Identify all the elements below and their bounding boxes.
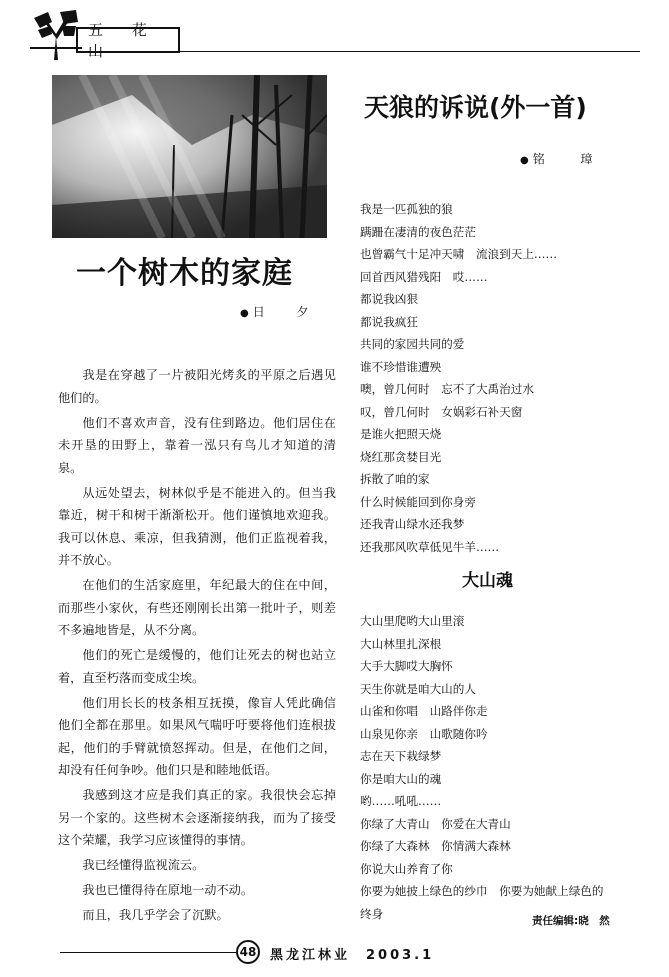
poem-line: 志在天下栽绿梦	[360, 749, 442, 763]
poem-line: 天生你就是咱大山的人	[360, 681, 476, 696]
poem-line: 都说我凶狠	[360, 292, 418, 306]
poem-line: 山泉见你亲 山歌随你吟	[360, 726, 488, 741]
poem-line: 山雀和你唱 山路伴你走	[360, 704, 488, 718]
footer-rule	[60, 952, 236, 953]
poem-line: 你说大山养育了你	[360, 861, 453, 876]
poem-line: 噢，曾几何时 忘不了大禹治过水	[360, 382, 534, 396]
poem-author: ● 铭 璋	[520, 152, 609, 166]
poem-line: 什么时候能回到你身旁	[360, 494, 476, 509]
article-body	[58, 364, 336, 929]
poem-line: 蹒跚在凄清的夜色茫茫	[360, 224, 476, 239]
article-title: 一个树木的家庭	[76, 256, 293, 291]
poem-line: 你要为她披上绿色的纱巾 你要为她献上绿色的	[360, 884, 604, 898]
poem-line: 拆散了咱的家	[360, 472, 430, 486]
poem-line: 谁不珍惜谁遭殃	[360, 359, 442, 374]
tree-silhouette-icon	[30, 8, 82, 60]
poem-line: 大山里爬哟大山里滚	[360, 614, 465, 628]
poem-line: 你是咱大山的魂	[360, 771, 442, 786]
article-paragraph: 我是在穿越了一片被阳光烤炙的平原之后遇见他们的。	[58, 368, 336, 405]
poem-line: 大山林里扎深根	[360, 636, 442, 651]
poem-line: 都说我疯狂	[360, 314, 418, 329]
poem2-title: 大山魂	[462, 571, 513, 591]
article-paragraph: 我感到这才应是我们真正的家。我很快会忘掉另一个家的。这些树木会逐渐接纳我，而为了接受这个荣耀，我学习应该懂得的事情。	[58, 788, 336, 847]
publication-footer: 黑龙江林业 2003.1	[270, 948, 435, 963]
article-paragraph: 在他们的生活家庭里，年纪最大的住在中间，而那些小家伙，有些还刚刚长出第一批叶子，则差不多遍地皆是，从不分离。	[58, 578, 336, 637]
bullet-dot-icon: ●	[240, 308, 249, 319]
poem-line: 也曾霸气十足冲天啸 流浪到天上……	[360, 247, 558, 261]
poem-line: 大手大脚哎大胸怀	[360, 659, 453, 673]
article-paragraph: 我已经懂得监视流云。	[82, 858, 205, 872]
editor-credit: 责任编辑:晓 然	[532, 915, 610, 927]
article-paragraph: 我也已懂得待在原地一动不动。	[82, 883, 254, 897]
poem-line: 叹，曾几何时 女娲彩石补天窗	[360, 404, 523, 419]
poem-line: 你绿了大森林 你情满大森林	[360, 839, 511, 853]
poem-line: 哟……吼吼……	[360, 794, 442, 808]
article-author: ● 日 夕	[240, 305, 323, 319]
poem-line: 共同的家园共同的爱	[360, 337, 465, 351]
poem-line: 烧红那贪婪目光	[360, 449, 442, 464]
column-label	[76, 21, 180, 60]
poem-title: 天狼的诉说(外一首)	[364, 93, 587, 122]
column-label-text: 五 花 山	[88, 21, 159, 60]
header-rule	[180, 51, 640, 52]
poem-line: 终身	[360, 906, 384, 921]
poem-line: 是谁火把照天烧	[360, 427, 442, 441]
article-paragraph: 从远处望去，树林似乎是不能进入的。但当我靠近，树干和树干渐渐松开。他们谨慎地欢迎我。我可以休息、乘凉，但我猜测，他们正监视着我，并不放心。	[58, 485, 336, 567]
bullet-dot-icon: ●	[520, 155, 529, 166]
poem2-lines	[360, 610, 603, 925]
page-number: 48	[236, 940, 260, 964]
article-paragraph: 他们不喜欢声音，没有住到路边。他们居住在未开垦的田野上，靠着一泓只有鸟儿才知道的清泉。	[58, 415, 336, 475]
article-paragraph: 他们的死亡是缓慢的，他们让死去的树也站立着，直至朽落而变成尘埃。	[58, 648, 336, 685]
article-paragraph: 而且，我几乎学会了沉默。	[82, 908, 229, 922]
article-paragraph: 他们用长长的枝条相互抚摸，像盲人凭此确信他们全都在那里。如果风气喘吁吁要将他们连根拔起，他们的手臂就愤怒挥动。但是，在他们之间，却没有任何争吵。他们只是和睦地低语。	[58, 695, 336, 777]
poem-lines	[360, 198, 557, 558]
misty-forest-photo	[52, 75, 327, 238]
poem-line: 还我青山绿水还我梦	[360, 517, 465, 531]
poem-line: 我是一匹孤独的狼	[360, 202, 453, 216]
poem-line: 回首西风猎残阳 哎……	[360, 269, 488, 284]
poem-line: 你绿了大青山 你爱在大青山	[360, 816, 511, 831]
poem-line: 还我那风吹草低见牛羊……	[360, 539, 500, 554]
